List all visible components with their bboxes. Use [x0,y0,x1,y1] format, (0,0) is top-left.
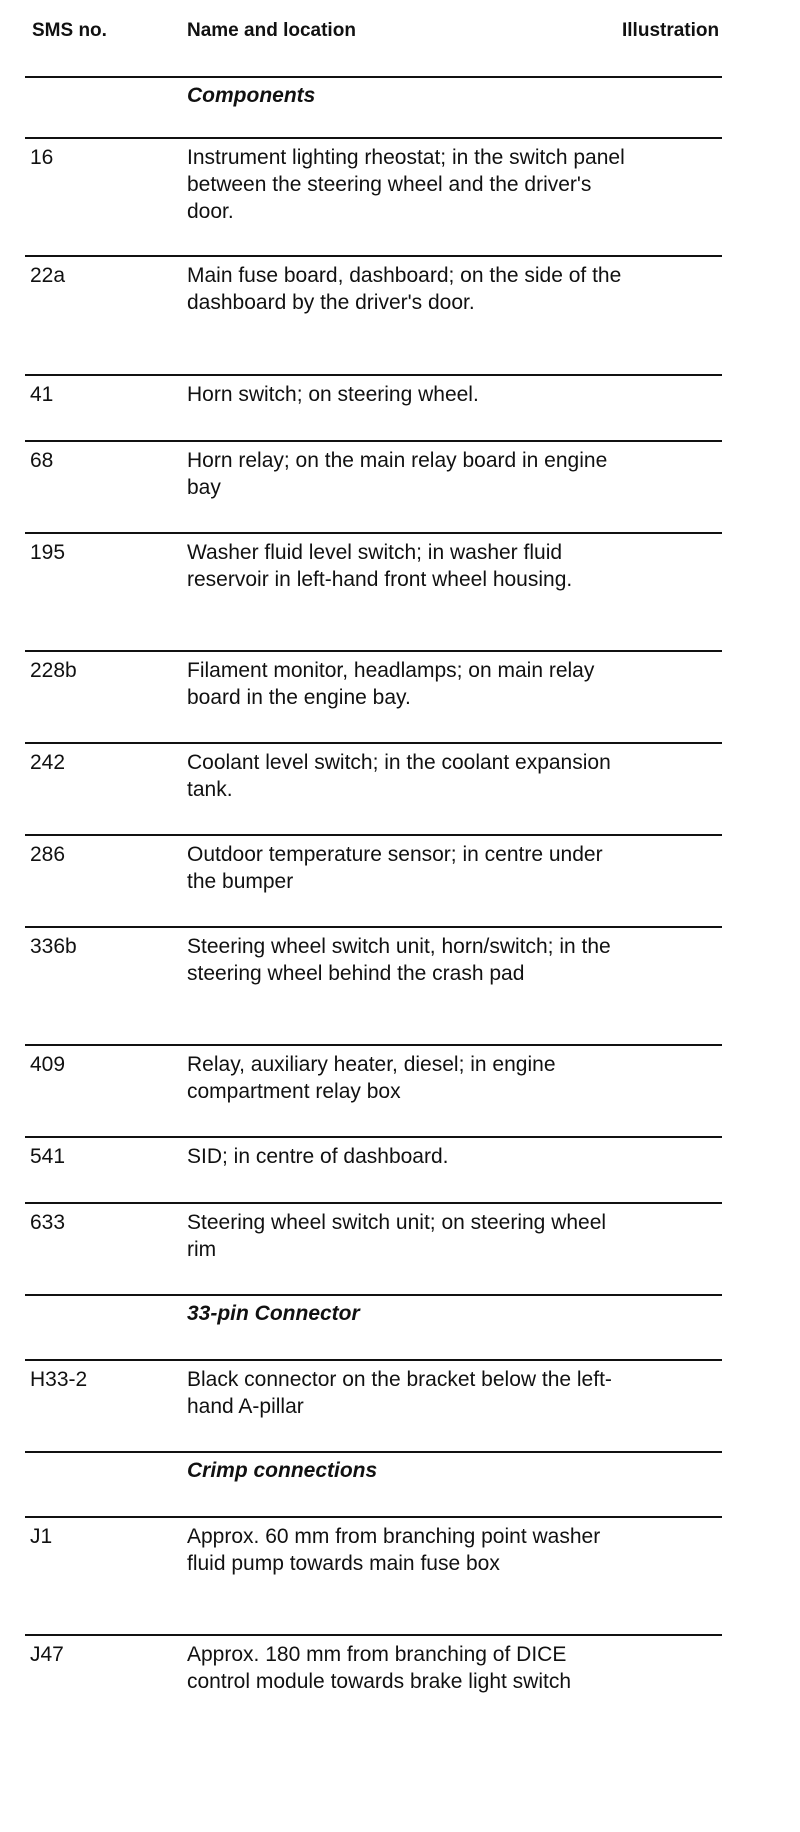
divider [25,255,722,257]
divider [25,926,722,928]
divider [25,650,722,652]
section-title: 33-pin Connector [187,1302,360,1325]
name-location: Instrument lighting rheostat; in the switch panel between the steering wheel and the driver's door. [187,146,625,223]
divider [25,1359,722,1361]
sms-number: 242 [30,751,66,774]
name-location: Steering wheel switch unit, horn/switch; in the steering wheel behind the crash pad [187,935,611,985]
sms-number: 336b [30,935,77,958]
header-name-location: Name and location [187,20,356,41]
divider [25,1451,722,1453]
name-location: Black connector on the bracket below the left-hand A-pillar [187,1368,612,1418]
sms-number: 41 [30,383,54,406]
divider [25,1044,722,1046]
divider [25,1516,722,1518]
section-title: Crimp connections [187,1459,378,1482]
divider [25,834,722,836]
name-location: Coolant level switch; in the coolant expansion tank. [187,751,611,801]
sms-number: J1 [30,1525,53,1548]
sms-number: J47 [30,1643,64,1666]
divider [25,532,722,534]
divider [25,1634,722,1636]
sms-number: 228b [30,659,77,682]
divider [25,1136,722,1138]
divider [25,374,722,376]
divider [25,1202,722,1204]
name-location: Approx. 180 mm from branching of DICE control module towards brake light switch [187,1643,572,1693]
divider [25,440,722,442]
sms-number: 409 [30,1053,66,1076]
name-location: Steering wheel switch unit; on steering wheel rim [187,1211,607,1261]
name-location: Horn relay; on the main relay board in engine bay [187,449,608,499]
name-location: Approx. 60 mm from branching point washer fluid pump towards main fuse box [187,1525,601,1575]
divider [25,1294,722,1296]
table-header [0,20,800,50]
name-location: SID; in centre of dashboard. [187,1145,449,1168]
sms-number: H33-2 [30,1368,88,1391]
divider [25,76,722,78]
sms-number: 286 [30,843,66,866]
name-location: Filament monitor, headlamps; on main relay board in the engine bay. [187,659,595,709]
name-location: Main fuse board, dashboard; on the side of the dashboard by the driver's door. [187,264,622,314]
header-illustration: Illustration [622,20,720,41]
sms-number: 22a [30,264,66,287]
divider [25,137,722,139]
name-location: Washer fluid level switch; in washer fluid reservoir in left-hand front wheel housing. [187,541,573,591]
sms-number: 195 [30,541,66,564]
name-location: Relay, auxiliary heater, diesel; in engine compartment relay box [187,1053,556,1103]
section-title: Components [187,84,316,107]
name-location: Outdoor temperature sensor; in centre under the bumper [187,843,603,893]
sms-number: 16 [30,146,54,169]
sms-number: 68 [30,449,54,472]
name-location: Horn switch; on steering wheel. [187,383,479,406]
divider [25,742,722,744]
header-sms-no: SMS no. [32,20,107,41]
sms-number: 541 [30,1145,66,1168]
sms-number: 633 [30,1211,66,1234]
